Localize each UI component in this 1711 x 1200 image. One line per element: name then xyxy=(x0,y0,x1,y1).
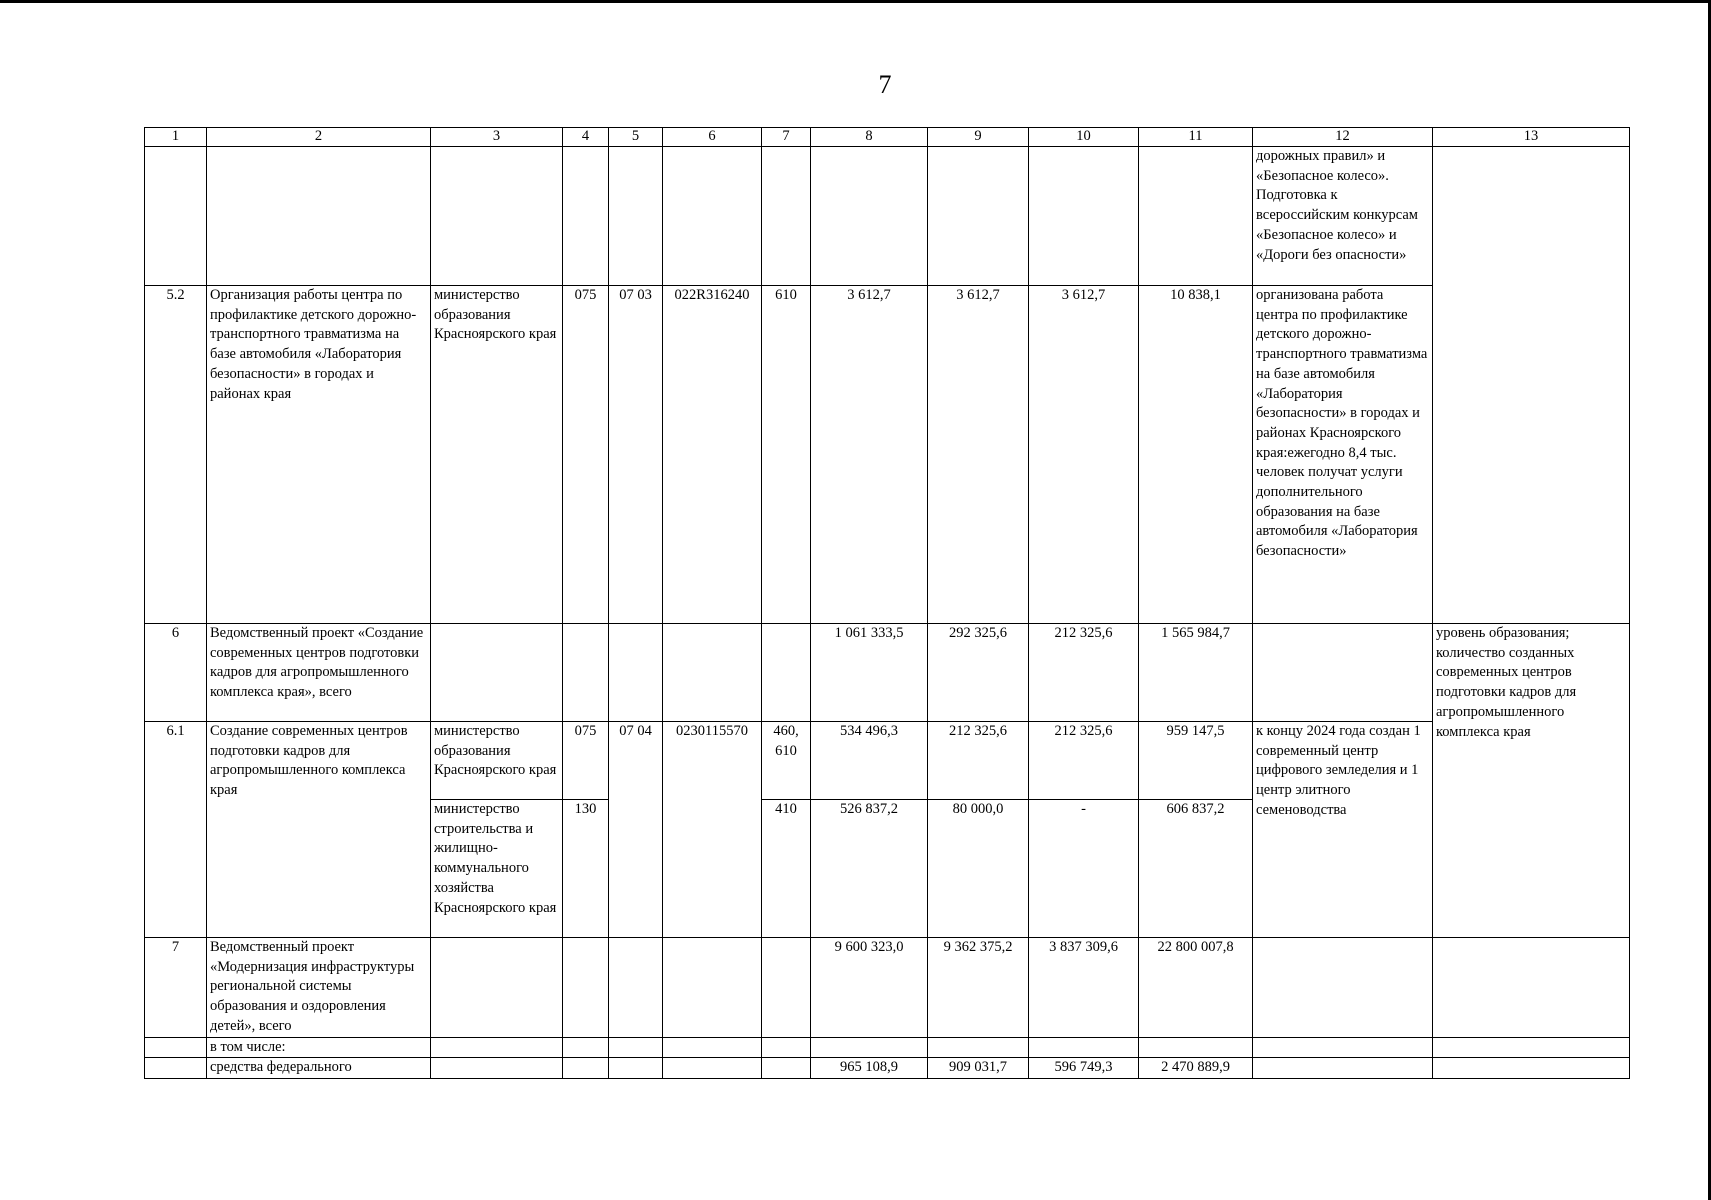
header-cell: 5 xyxy=(609,128,663,147)
row-number: 7 xyxy=(145,938,207,1038)
indicator-text: уровень образования; количество созданных современных центров подготовки кадров для агропромышленного комплекса края xyxy=(1433,624,1630,938)
item-name: Организация работы центра по профилактике детского дорожно-транспортного травматизма на базе автомобиля «Лаборатория безопасности» в городах и районах края xyxy=(207,286,431,624)
amount-year2: 292 325,6 xyxy=(928,624,1029,722)
row-number: 6.1 xyxy=(145,722,207,938)
item-name: Ведомственный проект «Модернизация инфраструктуры региональной системы образования и оздоровления детей», всего xyxy=(207,938,431,1038)
header-cell: 10 xyxy=(1029,128,1139,147)
amount-year2: 212 325,6 xyxy=(928,722,1029,800)
header-cell: 2 xyxy=(207,128,431,147)
code-rzpr: 07 04 xyxy=(609,722,663,938)
item-name: в том числе: xyxy=(207,1037,431,1058)
header-cell: 6 xyxy=(663,128,762,147)
amount-year1: 1 061 333,5 xyxy=(811,624,928,722)
result-text: к концу 2024 года создан 1 современный центр цифрового земледелия и 1 центр элитного семеноводства xyxy=(1253,722,1433,938)
amount-year1: 3 612,7 xyxy=(811,286,928,624)
amount-year3: 212 325,6 xyxy=(1029,722,1139,800)
table-row xyxy=(145,1037,1630,1058)
row-number: 6 xyxy=(145,624,207,722)
code-vr: 610 xyxy=(762,286,811,624)
row-number: 5.2 xyxy=(145,286,207,624)
amount-year1: 9 600 323,0 xyxy=(811,938,928,1038)
code-grbs: 075 xyxy=(563,722,609,800)
amount-total: 606 837,2 xyxy=(1139,800,1253,938)
budget-table xyxy=(144,127,1630,1079)
responsible-body: министерство строительства и жилищно-коммунального хозяйства Красноярского края xyxy=(431,800,563,938)
header-cell: 3 xyxy=(431,128,563,147)
result-text: организована работа центра по профилактике детского дорожно-транспортного травматизма на базе автомобиля «Лаборатория безопасности» в городах и районах Красноярского края:ежегодно 8,4 тыс. человек получат услуги дополнительного образования на базе автомобиля «Лаборатория безопасности» xyxy=(1253,286,1433,624)
code-csr: 0230115570 xyxy=(663,722,762,938)
code-csr: 022R316240 xyxy=(663,286,762,624)
header-cell: 11 xyxy=(1139,128,1253,147)
amount-total: 1 565 984,7 xyxy=(1139,624,1253,722)
amount-year1: 526 837,2 xyxy=(811,800,928,938)
amount-year2: 3 612,7 xyxy=(928,286,1029,624)
code-grbs: 130 xyxy=(563,800,609,938)
code-vr: 410 xyxy=(762,800,811,938)
header-cell: 7 xyxy=(762,128,811,147)
table-row xyxy=(145,1058,1630,1079)
header-cell: 13 xyxy=(1433,128,1630,147)
header-row xyxy=(145,128,1630,147)
table-row xyxy=(145,938,1630,1038)
amount-year3: 212 325,6 xyxy=(1029,624,1139,722)
amount-year3: 3 612,7 xyxy=(1029,286,1139,624)
header-cell: 12 xyxy=(1253,128,1433,147)
header-cell: 4 xyxy=(563,128,609,147)
table-row xyxy=(145,722,1630,800)
page-top-border xyxy=(0,0,1711,3)
table-row xyxy=(145,624,1630,722)
result-text: дорожных правил» и «Безопасное колесо». Подготовка к всероссийским конкурсам «Безопасное колесо» и «Дороги без опасности» xyxy=(1253,147,1433,286)
amount-year3: 3 837 309,6 xyxy=(1029,938,1139,1038)
item-name: Создание современных центров подготовки кадров для агропромышленного комплекса края xyxy=(207,722,431,938)
code-grbs: 075 xyxy=(563,286,609,624)
amount-total: 10 838,1 xyxy=(1139,286,1253,624)
amount-total: 22 800 007,8 xyxy=(1139,938,1253,1038)
responsible-body: министерство образования Красноярского края xyxy=(431,286,563,624)
amount-year1: 534 496,3 xyxy=(811,722,928,800)
page-number: 7 xyxy=(878,70,892,99)
responsible-body: министерство образования Красноярского края xyxy=(431,722,563,800)
amount-total: 959 147,5 xyxy=(1139,722,1253,800)
amount-total: 2 470 889,9 xyxy=(1139,1058,1253,1079)
table-row xyxy=(145,147,1630,286)
header-cell: 9 xyxy=(928,128,1029,147)
amount-year3: - xyxy=(1029,800,1139,938)
table-row xyxy=(145,286,1630,624)
amount-year1: 965 108,9 xyxy=(811,1058,928,1079)
amount-year3: 596 749,3 xyxy=(1029,1058,1139,1079)
amount-year2: 909 031,7 xyxy=(928,1058,1029,1079)
item-name: Ведомственный проект «Создание современных центров подготовки кадров для агропромышленного комплекса края», всего xyxy=(207,624,431,722)
code-rzpr: 07 03 xyxy=(609,286,663,624)
header-cell: 8 xyxy=(811,128,928,147)
code-vr: 460, 610 xyxy=(762,722,811,800)
amount-year2: 9 362 375,2 xyxy=(928,938,1029,1038)
amount-year2: 80 000,0 xyxy=(928,800,1029,938)
header-cell: 1 xyxy=(145,128,207,147)
item-name: средства федерального xyxy=(207,1058,431,1079)
